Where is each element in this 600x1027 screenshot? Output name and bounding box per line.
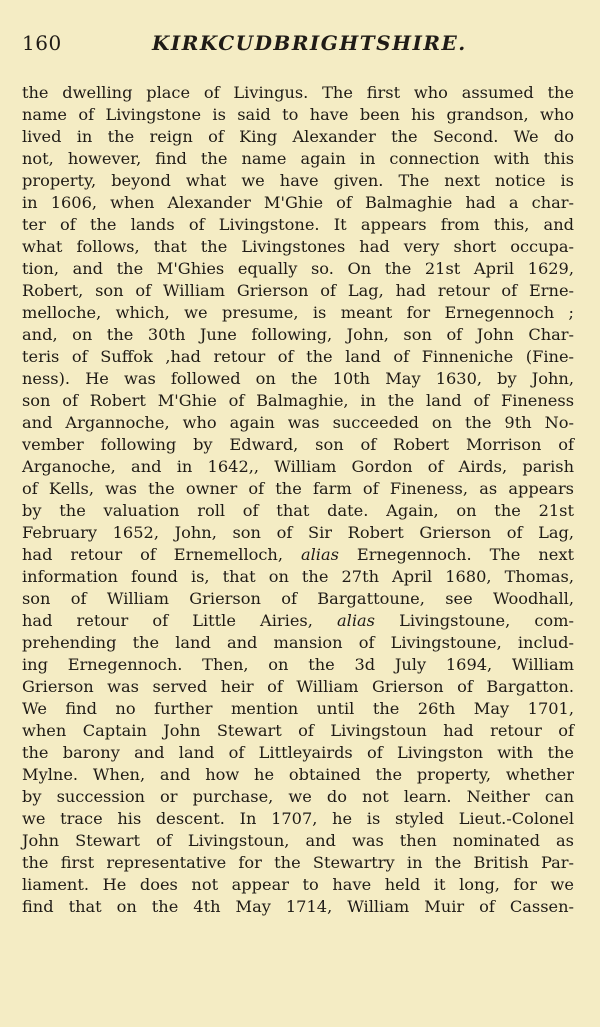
running-title: KIRKCUDBRIGHTSHIRE. — [152, 31, 467, 55]
text-segment: had retour of Little Airies, — [22, 611, 337, 630]
text-line: when Captain John Stewart of Livingstoun had retour of — [22, 721, 574, 740]
text-segment: Ernegennoch. The next — [338, 545, 574, 564]
text-line: the barony and land of Littleyairds of Livingston with the — [22, 743, 574, 762]
text-line: prehending the land and mansion of Livingstoune, includ- — [22, 633, 574, 652]
text-line: find that on the 4th May 1714, William Muir of Cassen- — [22, 897, 574, 916]
text-line: Robert, son of William Grierson of Lag, had retour of Erne- — [22, 281, 574, 300]
text-line: in 1606, when Alexander M'Ghie of Balmaghie had a char- — [22, 193, 574, 212]
body-text — [22, 82, 574, 918]
text-line: property, beyond what we have given. The next notice is — [22, 171, 574, 190]
italic-word: alias — [337, 611, 375, 630]
text-line: Grierson was served heir of William Grierson of Bargatton. — [22, 677, 574, 696]
text-line: tion, and the M'Ghies equally so. On the 21st April 1629, — [22, 259, 574, 278]
text-line: ness). He was followed on the 10th May 1630, by John, — [22, 369, 574, 388]
text-line: Arganoche, and in 1642,, William Gordon of Airds, parish — [22, 457, 574, 476]
text-line: information found is, that on the 27th April 1680, Thomas, — [22, 567, 574, 586]
text-line: ing Ernegennoch. Then, on the 3d July 1694, William — [22, 655, 574, 674]
page-number: 160 — [22, 31, 62, 55]
page-header — [22, 31, 582, 57]
text-line: not, however, find the name again in connection with this — [22, 149, 574, 168]
text-line: vember following by Edward, son of Robert Morrison of — [22, 435, 574, 454]
text-segment: had retour of Ernemelloch, — [22, 545, 301, 564]
text-line: John Stewart of Livingstoun, and was then nominated as — [22, 831, 574, 850]
text-line — [22, 610, 574, 632]
italic-word: alias — [300, 545, 339, 564]
text-line: lived in the reign of King Alexander the Second. We do — [22, 127, 574, 146]
text-line: by succession or purchase, we do not learn. Neither can — [22, 787, 574, 806]
text-line: of Kells, was the owner of the farm of Fineness, as appears — [22, 479, 574, 498]
text-line: name of Livingstone is said to have been his grandson, who — [22, 105, 574, 124]
text-segment: Livingstoune, com- — [374, 611, 574, 630]
text-line: and Argannoche, who again was succeeded on the 9th No- — [22, 413, 574, 432]
text-line: son of Robert M'Ghie of Balmaghie, in the land of Fineness — [22, 391, 574, 410]
text-line: we trace his descent. In 1707, he is styled Lieut.-Colonel — [22, 809, 574, 828]
text-line: what follows, that the Livingstones had very short occupa- — [22, 237, 574, 256]
text-line: the first representative for the Stewartry in the British Par- — [22, 853, 574, 872]
text-line: and, on the 30th June following, John, son of John Char- — [22, 325, 574, 344]
text-line: Mylne. When, and how he obtained the property, whether — [22, 765, 574, 784]
text-line — [22, 544, 574, 566]
text-line: liament. He does not appear to have held it long, for we — [22, 875, 574, 894]
text-line: by the valuation roll of that date. Again, on the 21st — [22, 501, 574, 520]
text-line: February 1652, John, son of Sir Robert Grierson of Lag, — [22, 523, 574, 542]
text-line: We find no further mention until the 26th May 1701, — [22, 699, 574, 718]
text-line: the dwelling place of Livingus. The first who assumed the — [22, 83, 574, 102]
text-line: ter of the lands of Livingstone. It appears from this, and — [22, 215, 574, 234]
text-line: teris of Suffok ,had retour of the land of Finneniche (Fine- — [22, 347, 574, 366]
text-line: melloche, which, we presume, is meant for Ernegennoch ; — [22, 303, 574, 322]
text-line: son of William Grierson of Bargattoune, see Woodhall, — [22, 589, 574, 608]
